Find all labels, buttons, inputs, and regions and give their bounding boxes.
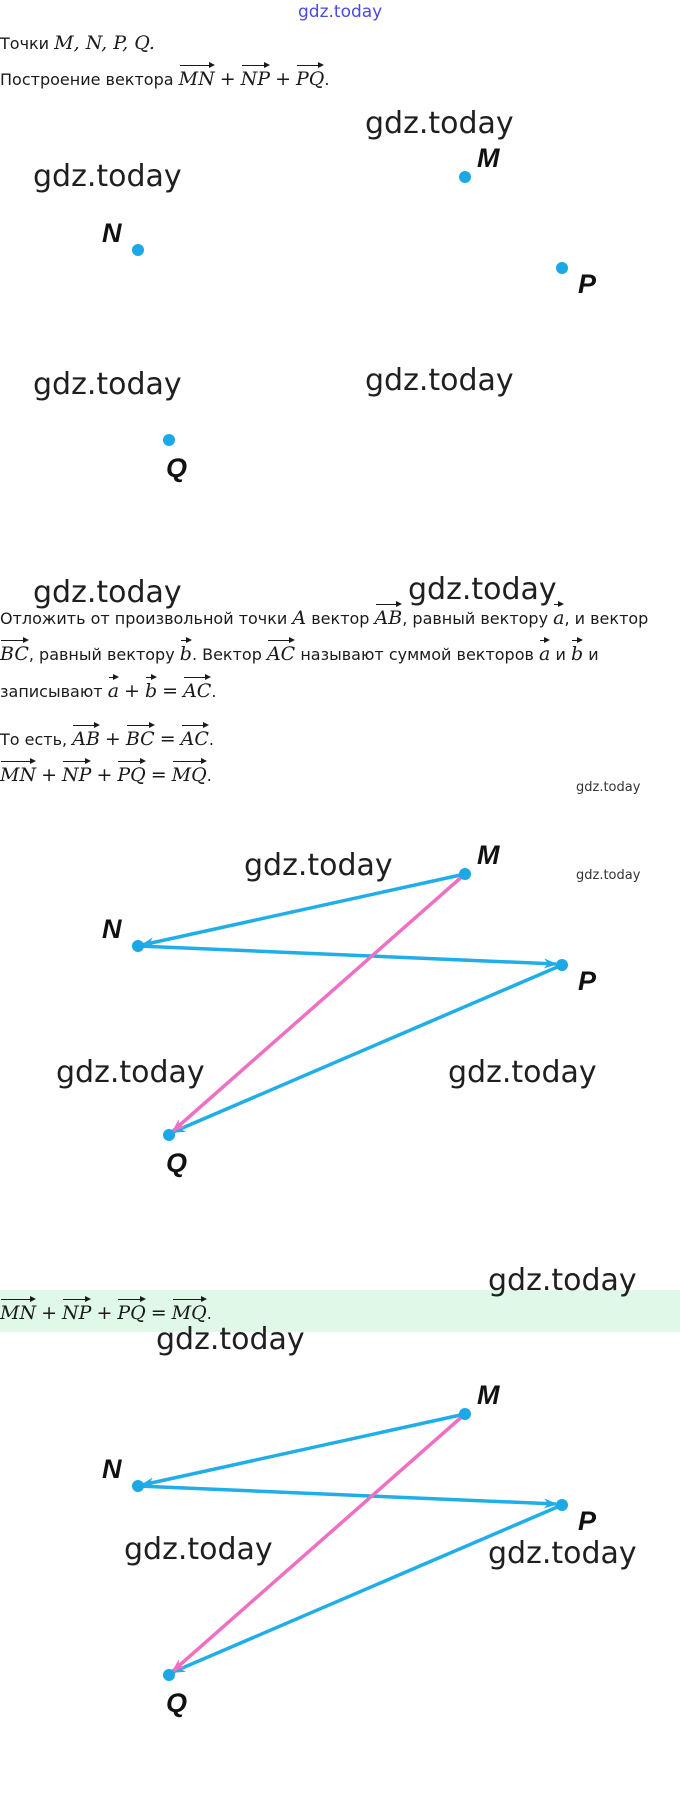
figure-vector-sum bbox=[0, 830, 680, 1190]
point-a: A bbox=[292, 607, 307, 629]
equals-sign: = bbox=[159, 728, 176, 750]
watermark: gdz.today bbox=[244, 848, 393, 883]
small-watermark: gdz.today bbox=[576, 780, 641, 795]
equals-sign: = bbox=[150, 764, 167, 786]
watermark: gdz.today bbox=[365, 106, 514, 141]
watermark: gdz.today bbox=[33, 367, 182, 402]
vector-mn: MN bbox=[0, 758, 36, 787]
period: . bbox=[324, 70, 330, 89]
construction-label: Построение вектора bbox=[0, 70, 174, 89]
top-watermark: gdz.today bbox=[298, 2, 383, 22]
rule-line-3 bbox=[0, 674, 216, 703]
vector-ac: AC bbox=[181, 722, 209, 751]
point-p bbox=[556, 959, 568, 971]
point-n bbox=[132, 1480, 144, 1492]
watermark: gdz.today bbox=[33, 575, 182, 610]
label-p: P bbox=[578, 1506, 597, 1536]
label-q: Q bbox=[166, 1688, 188, 1718]
label-p: P bbox=[578, 269, 597, 299]
vector-np: NP bbox=[62, 1296, 91, 1325]
period: . bbox=[208, 730, 214, 749]
point-n bbox=[132, 244, 144, 256]
watermark: gdz.today bbox=[365, 363, 514, 398]
period: . bbox=[211, 682, 217, 701]
period: . bbox=[206, 1304, 212, 1323]
rule-text: . Вектор bbox=[191, 645, 262, 664]
equals-sign: = bbox=[162, 680, 179, 702]
rule-text: и bbox=[588, 645, 599, 664]
label-q: Q bbox=[166, 453, 188, 483]
vector-pq: PQ bbox=[117, 1296, 145, 1325]
period: . bbox=[206, 766, 212, 785]
plus-sign: + bbox=[124, 680, 140, 702]
plus-sign: + bbox=[41, 764, 58, 786]
vector-pq: PQ bbox=[117, 758, 145, 787]
that-is-label: То есть, bbox=[0, 730, 68, 749]
watermark: gdz.today bbox=[488, 1536, 637, 1571]
point-m bbox=[459, 868, 471, 880]
arrow-np bbox=[138, 946, 556, 964]
arrow-mn bbox=[142, 1414, 465, 1485]
vector-bc: BC bbox=[0, 637, 29, 666]
construction-line bbox=[0, 62, 329, 91]
plus-sign: + bbox=[104, 728, 121, 750]
arrow-pq bbox=[173, 1505, 562, 1672]
vector-ac: AC bbox=[267, 637, 295, 666]
point-q bbox=[163, 434, 175, 446]
points-label: Точки bbox=[0, 34, 50, 53]
vector-bc: BC bbox=[126, 722, 155, 751]
watermark: gdz.today bbox=[33, 159, 182, 194]
figure-points bbox=[0, 95, 680, 495]
vector-mq: MQ bbox=[172, 758, 207, 787]
label-m: M bbox=[477, 1380, 500, 1410]
vector-a: a bbox=[539, 637, 550, 666]
rule-text: вектор bbox=[311, 609, 370, 628]
that-is-line bbox=[0, 722, 214, 751]
rule-text: , равный вектору bbox=[28, 645, 175, 664]
rule-text: называют суммой векторов bbox=[300, 645, 534, 664]
rule-line-1 bbox=[0, 601, 648, 630]
arrow-mn bbox=[142, 874, 465, 945]
label-n: N bbox=[102, 914, 122, 944]
point-q bbox=[163, 1669, 175, 1681]
point-n bbox=[132, 940, 144, 952]
vector-b: b bbox=[571, 637, 583, 666]
plus-sign: + bbox=[96, 1302, 113, 1324]
arrow-np bbox=[138, 1486, 556, 1504]
vector-a: a bbox=[553, 601, 564, 630]
rule-text: , и вектор bbox=[564, 609, 649, 628]
point-m bbox=[459, 171, 471, 183]
point-p bbox=[556, 262, 568, 274]
arrow-mq bbox=[173, 874, 465, 1131]
watermark: gdz.today bbox=[408, 572, 557, 607]
vector-ab: AB bbox=[72, 722, 100, 751]
vector-ab: AB bbox=[375, 601, 403, 630]
plus-sign: + bbox=[275, 68, 291, 90]
rule-line-2 bbox=[0, 637, 599, 666]
points-math: M, N, P, Q. bbox=[54, 32, 155, 54]
plus-sign: + bbox=[41, 1302, 58, 1324]
vector-b: b bbox=[180, 637, 192, 666]
sum-formula bbox=[0, 758, 212, 787]
label-n: N bbox=[102, 1454, 122, 1484]
point-p bbox=[556, 1499, 568, 1511]
vector-mn: MN bbox=[179, 62, 215, 91]
plus-sign: + bbox=[219, 68, 236, 90]
rule-text: записывают bbox=[0, 682, 103, 701]
rule-text: , равный вектору bbox=[402, 609, 549, 628]
watermark: gdz.today bbox=[448, 1055, 597, 1090]
vector-pq: PQ bbox=[296, 62, 324, 91]
plus-sign: + bbox=[96, 764, 113, 786]
rule-text: Отложить от произвольной точки bbox=[0, 609, 288, 628]
vector-ac: AC bbox=[183, 674, 211, 703]
points-line bbox=[0, 32, 155, 55]
label-p: P bbox=[578, 966, 597, 996]
watermark: gdz.today bbox=[488, 1263, 637, 1298]
vector-a: a bbox=[108, 674, 119, 703]
point-q bbox=[163, 1129, 175, 1141]
rule-text: и bbox=[555, 645, 566, 664]
equals-sign: = bbox=[150, 1302, 167, 1324]
watermark: gdz.today bbox=[124, 1532, 273, 1567]
vector-np: NP bbox=[241, 62, 270, 91]
label-m: M bbox=[477, 840, 500, 870]
answer-formula bbox=[0, 1296, 212, 1325]
point-m bbox=[459, 1408, 471, 1420]
watermark: gdz.today bbox=[156, 1322, 305, 1357]
vector-np: NP bbox=[62, 758, 91, 787]
label-m: M bbox=[477, 143, 500, 173]
label-n: N bbox=[102, 218, 122, 248]
watermark: gdz.today bbox=[56, 1055, 205, 1090]
vector-b: b bbox=[145, 674, 157, 703]
vector-mq: MQ bbox=[172, 1296, 207, 1325]
vector-mn: MN bbox=[0, 1296, 36, 1325]
small-watermark: gdz.today bbox=[576, 868, 641, 883]
arrow-pq bbox=[173, 965, 562, 1132]
label-q: Q bbox=[166, 1148, 188, 1178]
